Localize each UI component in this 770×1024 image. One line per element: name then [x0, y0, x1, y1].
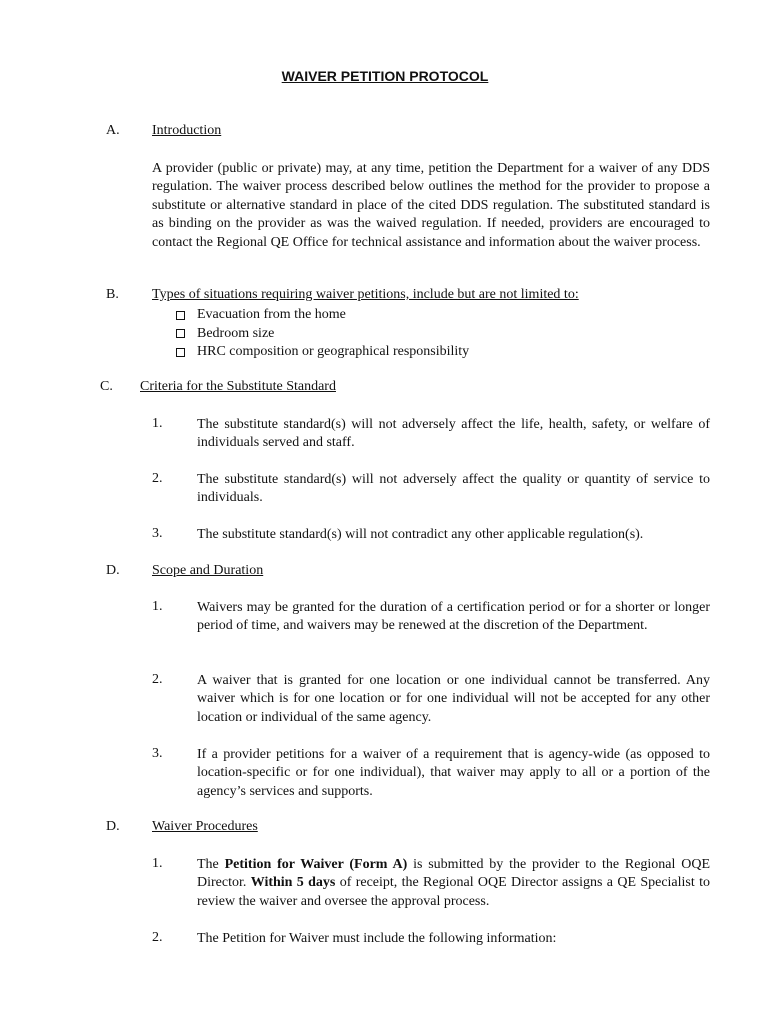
list-item	[176, 306, 469, 325]
section-d-procedures-heading: Waiver Procedures	[152, 819, 258, 834]
bullet-text: HRC composition or geographical responsibility	[197, 344, 470, 359]
deadline-emphasis: Within 5 days	[250, 875, 336, 891]
bullet-text: Bedroom size	[197, 325, 275, 341]
list-item	[176, 325, 469, 344]
checkbox-icon	[176, 329, 185, 338]
list-item: A waiver that is granted for one location or one individual cannot be transferred. Any waiver which is for one location or for one individual will not be accepted for any other location or individual of the same agency.	[197, 673, 710, 725]
list-item: Waivers may be granted for the duration of a certification period or for a shorter or longer period of time, and waivers may be renewed at the discretion of the Department.	[197, 600, 710, 634]
section-a-paragraph: A provider (public or private) may, at any time, petition the Department for a waiver of any DDS regulation. The waiver process described below outlines the method for the provider to propose a substitute or alternative standard in place of the cited DDS regulation. The substituted standard is as binding on the provider as was the waived regulation. If needed, providers are encouraged to contact the Regional QE Office for technical assistance and information about the waiver process.	[152, 161, 710, 250]
list-item	[176, 343, 469, 362]
form-a-reference: Petition for Waiver (Form A)	[224, 857, 408, 872]
list-item: The substitute standard(s) will not contradict any other applicable regulation(s).	[197, 527, 644, 542]
list-item: The substitute standard(s) will not adversely affect the life, health, safety, or welfare of individuals served and staff.	[197, 417, 710, 451]
document-title: WAIVER PETITION PROTOCOL	[281, 68, 489, 84]
bullet-text: Evacuation from the home	[197, 307, 346, 322]
item-number: 1.	[152, 599, 163, 614]
list-item	[197, 856, 710, 911]
item-number: 3.	[152, 526, 163, 541]
list-item: The substitute standard(s) will not adversely affect the quality or quantity of service to individuals.	[197, 472, 710, 506]
section-a-heading: Introduction	[152, 123, 222, 138]
item-text: is submitted by the provider to the Regional OQE Director.	[197, 857, 710, 891]
checkbox-icon	[176, 311, 185, 320]
item-number: 2.	[152, 471, 163, 486]
section-d-scope-heading: Scope and Duration	[152, 563, 264, 578]
section-d-scope-letter: D.	[106, 563, 120, 578]
list-item: The Petition for Waiver must include the following information:	[197, 931, 557, 946]
item-number: 1.	[152, 856, 163, 871]
section-a-letter: A.	[106, 123, 120, 138]
item-number: 2.	[152, 930, 163, 945]
item-number: 1.	[152, 416, 163, 431]
checkbox-icon	[176, 348, 185, 357]
section-c-heading: Criteria for the Substitute Standard	[140, 379, 336, 394]
list-item: If a provider petitions for a waiver of a requirement that is agency-wide (as opposed to location-specific or for one individual), that waiver may apply to all or a portion of the agency’s services and supports.	[197, 747, 710, 799]
item-number: 2.	[152, 672, 163, 687]
item-text: The	[197, 857, 225, 872]
section-c-letter: C.	[100, 379, 113, 394]
section-b-bullet-list	[176, 306, 469, 362]
item-number: 3.	[152, 746, 163, 761]
section-b-heading: Types of situations requiring waiver petitions, include but are not limited to:	[152, 287, 579, 302]
item-text: of receipt, the Regional OQE Director assigns a QE Specialist to review the waiver and oversee the approval process.	[197, 875, 710, 909]
section-b-letter: B.	[106, 287, 119, 302]
section-d-procedures-letter: D.	[106, 819, 120, 834]
